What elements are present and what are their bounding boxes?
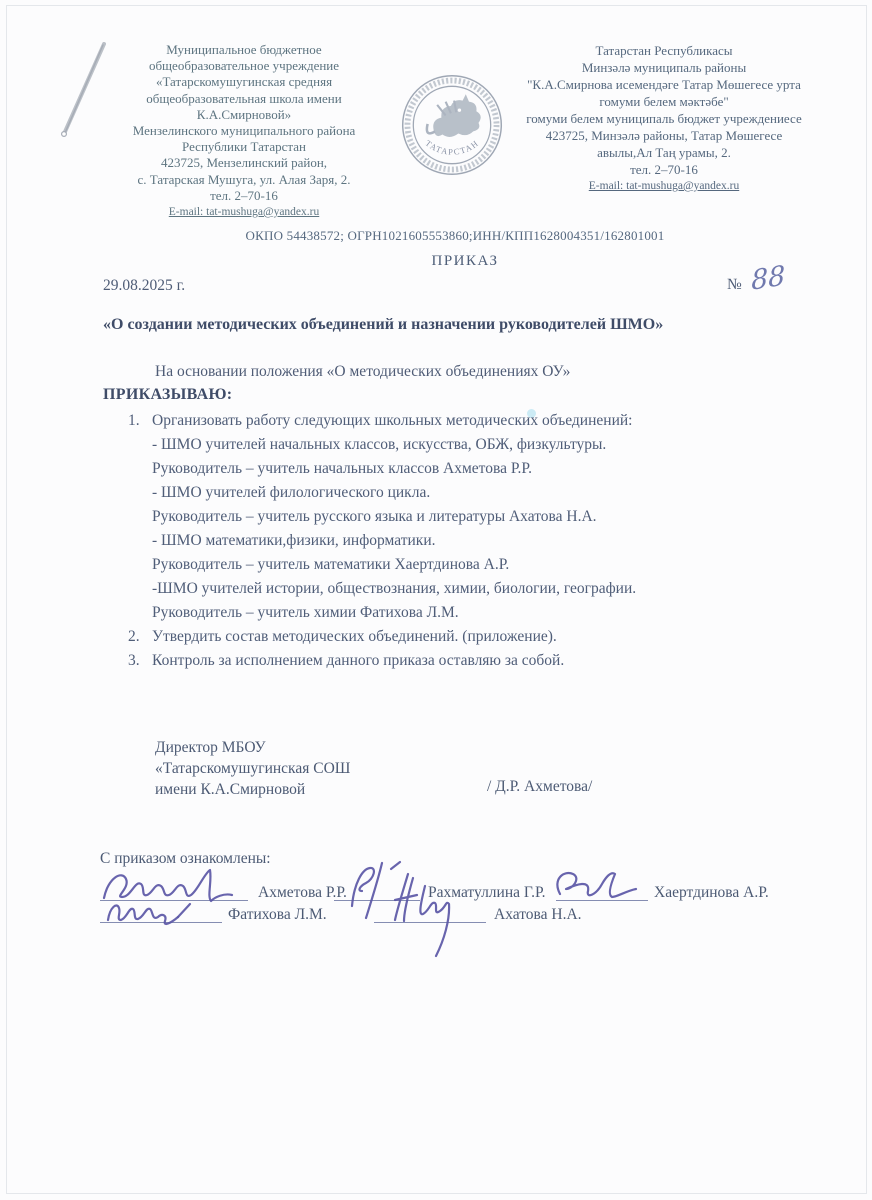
letterhead-line: Республики Татарстан bbox=[182, 139, 306, 155]
letterhead-line: 423725, Минзәлә районы, Татар Мөшегесе bbox=[545, 128, 783, 143]
letterhead-line: "К.А.Смирнова исемендәге Татар Мөшегесе урта bbox=[527, 77, 801, 92]
item-number: 1. bbox=[128, 412, 140, 429]
item-number: 2. bbox=[128, 628, 140, 645]
letterhead-email: E-mail: tat-mushuga@yandex.ru bbox=[588, 180, 740, 192]
letterhead-line: «Татарскомушугинская средняя bbox=[155, 74, 333, 90]
signature-fatikhova-icon bbox=[100, 894, 222, 928]
item-line: - ШМО математики,физики, информатики. bbox=[152, 532, 436, 549]
item-line: Руководитель – учитель начальных классов Ахметова Р.Р. bbox=[152, 460, 532, 477]
acknowledgment-name: Ахметова Р.Р. bbox=[258, 884, 347, 901]
letterhead-line: гомуми белем муниципаль бюджет учреждениесе bbox=[526, 111, 802, 126]
order-items-list bbox=[103, 409, 803, 673]
letterhead-line: общеобразовательная школа имени bbox=[146, 90, 342, 106]
emblem-label: ТАТАРСТАН bbox=[423, 137, 481, 157]
order-item bbox=[103, 649, 803, 673]
signature-khaertdinova-icon bbox=[548, 866, 650, 904]
resolve-word: ПРИКАЗЫВАЮ: bbox=[103, 386, 233, 403]
letterhead-line: Мензелинского муниципального района bbox=[132, 123, 356, 139]
order-subject: «О создании методических объединений и назначении руководителей ШМО» bbox=[103, 316, 664, 333]
acknowledgment-heading: С приказом ознакомлены: bbox=[100, 850, 271, 867]
letterhead-line: 423725, Мензелинский район, bbox=[160, 155, 328, 171]
letterhead-line: гомуми белем мәктәбе" bbox=[599, 94, 729, 109]
item-line: Утвердить состав методических объединений. (приложение). bbox=[152, 628, 557, 645]
letterhead-line: тел. 2–70-16 bbox=[210, 187, 278, 203]
director-title-block bbox=[155, 737, 350, 800]
letterhead-line: авылы,Ал Таң урамы, 2. bbox=[597, 145, 731, 160]
order-item bbox=[103, 625, 803, 649]
item-line: -ШМО учителей истории, обществознания, химии, биологии, географии. bbox=[152, 580, 637, 597]
order-number-sign: № bbox=[727, 276, 742, 293]
order-item bbox=[103, 409, 803, 433]
document-type-title: ПРИКАЗ bbox=[431, 253, 499, 269]
item-line: Руководитель – учитель математики Хаертдинова А.Р. bbox=[152, 556, 510, 573]
item-line: - ШМО учителей филологического цикла. bbox=[152, 484, 431, 501]
item-line: Руководитель – учитель химии Фатихова Л.М. bbox=[152, 604, 459, 621]
letterhead-line: Муниципальное бюджетное bbox=[166, 42, 322, 57]
item-line: Руководитель – учитель русского языка и литературы Ахатова Н.А. bbox=[152, 508, 597, 525]
letterhead-line: общеобразовательное учреждение bbox=[148, 58, 340, 74]
basis-paragraph: На основании положения «О методических объединениях ОУ» bbox=[155, 363, 571, 380]
item-line: Контроль за исполнением данного приказа оставляю за собой. bbox=[152, 652, 565, 669]
pen-stroke-mark bbox=[52, 32, 116, 144]
letterhead-russian bbox=[110, 42, 378, 220]
director-title-line: «Татарскомушугинская СОШ bbox=[155, 760, 351, 777]
letterhead-line: тел. 2–70-16 bbox=[630, 162, 698, 177]
letterhead-tatar bbox=[466, 42, 862, 195]
letterhead-line: Минзәлә муниципаль районы bbox=[581, 60, 747, 75]
letterhead-line: Татарстан Республикасы bbox=[595, 43, 733, 58]
director-title-line: имени К.А.Смирновой bbox=[155, 781, 306, 798]
item-number: 3. bbox=[128, 652, 140, 669]
letterhead-email: E-mail: tat-mushuga@yandex.ru bbox=[168, 206, 320, 219]
acknowledgment-name: Ахатова Н.А. bbox=[494, 906, 582, 923]
order-number-handwritten: 88 bbox=[750, 260, 786, 297]
director-signature-name: / Д.Р. Ахметова/ bbox=[487, 778, 593, 795]
item-line: Организовать работу следующих школьных методических объединений: bbox=[152, 412, 633, 429]
item-line: - ШМО учителей начальных классов, искусства, ОБЖ, физкультуры. bbox=[152, 436, 607, 453]
registry-codes-line: ОКПО 54438572; ОГРН1021605553860;ИНН/КПП1628004351/162801001 bbox=[245, 228, 665, 243]
acknowledgment-name: Фатихова Л.М. bbox=[228, 906, 327, 923]
letterhead-line: с. Татарская Мушуга, ул. Алая Заря, 2. bbox=[137, 171, 351, 187]
acknowledgment-name: Рахматуллина Г.Р. bbox=[428, 884, 546, 901]
acknowledgment-name: Хаертдинова А.Р. bbox=[654, 884, 769, 901]
director-title-line: Директор МБОУ bbox=[155, 739, 266, 756]
order-date: 29.08.2025 г. bbox=[103, 277, 186, 294]
letterhead-line: К.А.Смирновой» bbox=[196, 106, 292, 122]
